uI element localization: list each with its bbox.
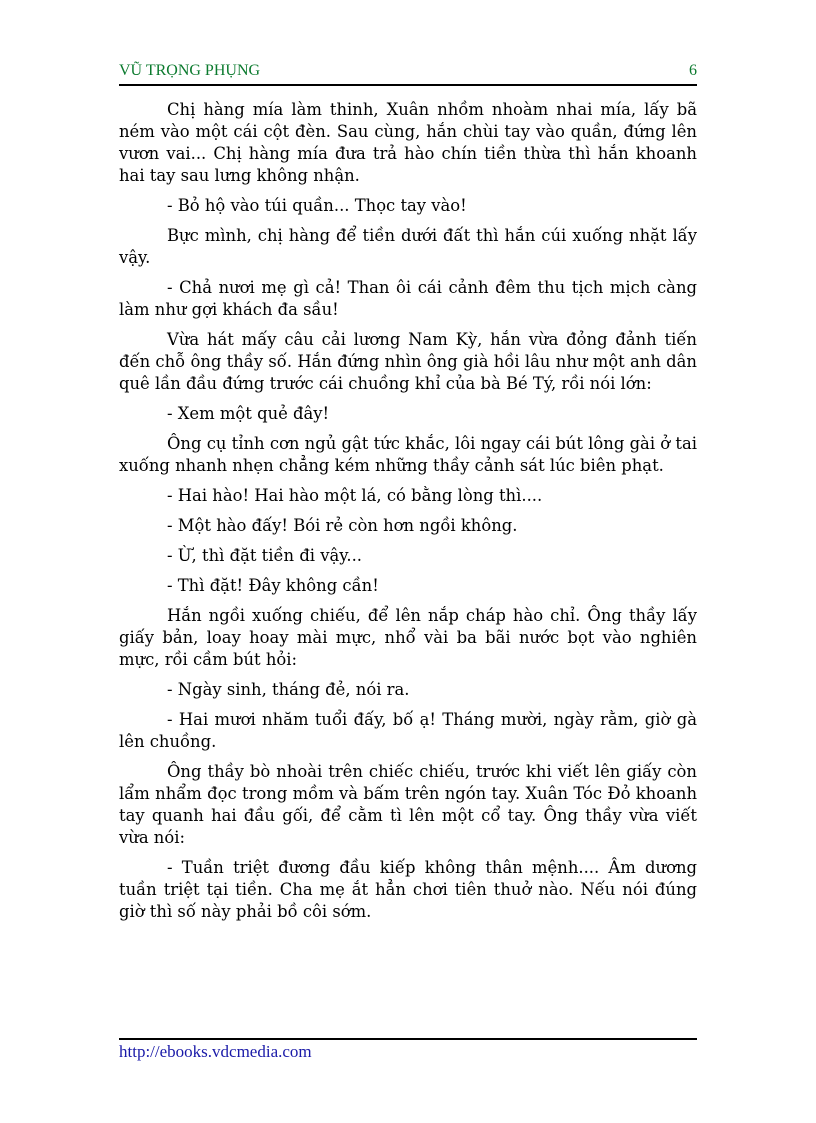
paragraph: - Chả nươi mẹ gì cả! Than ôi cái cảnh đêm thu tịch mịch càng làm như gợi khách đa sầu!	[119, 278, 697, 319]
paragraph: Vừa hát mấy câu cải lương Nam Kỳ, hắn vừa đỏng đảnh tiến đến chỗ ông thầy số. Hắn đứng nhìn ông già hồi lâu như một anh dân quê lần đầu đứng trước cái chuồng khỉ của bà Bé Tý, rồi nói lớn:	[119, 330, 697, 393]
paragraph: - Ừ, thì đặt tiền đi vậy...	[167, 546, 363, 565]
paragraph: - Hai hào! Hai hào một lá, có bằng lòng thì....	[167, 486, 543, 505]
paragraph: - Xem một quẻ đây!	[167, 404, 330, 423]
paragraph: Bực mình, chị hàng để tiền dưới đất thì hắn cúi xuống nhặt lấy vậy.	[119, 226, 697, 267]
paragraph: Hắn ngồi xuống chiếu, để lên nắp cháp hào chỉ. Ông thầy lấy giấy bản, loay hoay mài mực, nhổ vài ba bãi nước bọt vào nghiên mực, rồi cầm bút hỏi:	[119, 606, 697, 669]
header-divider	[119, 84, 697, 86]
paragraph: - Một hào đấy! Bói rẻ còn hơn ngồi không.	[167, 516, 518, 535]
footer-website-link[interactable]: http://ebooks.vdcmedia.com	[119, 1042, 312, 1061]
paragraph: Chị hàng mía làm thinh, Xuân nhồm nhoàm nhai mía, lấy bã ném vào một cái cột đèn. Sau cùng, hắn chùi tay vào quần, đứng lên vươn vai... Chị hàng mía đưa trả hào chín tiền thừa thì hắn khoanh hai tay sau lưng không nhận.	[119, 100, 697, 185]
paragraph: - Hai mươi nhăm tuổi đấy, bố ạ! Tháng mười, ngày rằm, giờ gà lên chuồng.	[119, 710, 697, 751]
paragraph: - Ngày sinh, tháng đẻ, nói ra.	[167, 680, 410, 699]
paragraph: - Bỏ hộ vào túi quần... Thọc tay vào!	[167, 196, 467, 215]
body-text	[119, 99, 697, 931]
page-number: 6	[689, 62, 697, 79]
footer-divider	[119, 1038, 697, 1040]
paragraph: - Tuần triệt đương đầu kiếp không thân mệnh.... Âm dương tuần triệt tại tiền. Cha mẹ ắt hẳn chơi tiên thuở nào. Nếu nói đúng giờ thì số này phải bồ côi sớm.	[119, 858, 697, 921]
paragraph: Ông cụ tỉnh cơn ngủ gật tức khắc, lôi ngay cái bút lông gài ở tai xuống nhanh nhẹn chẳng kém những thầy cảnh sát lúc biên phạt.	[119, 434, 697, 475]
paragraph: - Thì đặt! Đây không cần!	[167, 576, 379, 595]
page-header	[119, 62, 697, 84]
paragraph: Ông thầy bò nhoài trên chiếc chiếu, trước khi viết lên giấy còn lẩm nhẩm đọc trong mồm và bấm trên ngón tay. Xuân Tóc Đỏ khoanh tay quanh hai đầu gối, để cằm tì lên một cổ tay. Ông thầy vừa viết vừa nói:	[119, 762, 697, 847]
header-author: VŨ TRỌNG PHỤNG	[119, 62, 261, 79]
